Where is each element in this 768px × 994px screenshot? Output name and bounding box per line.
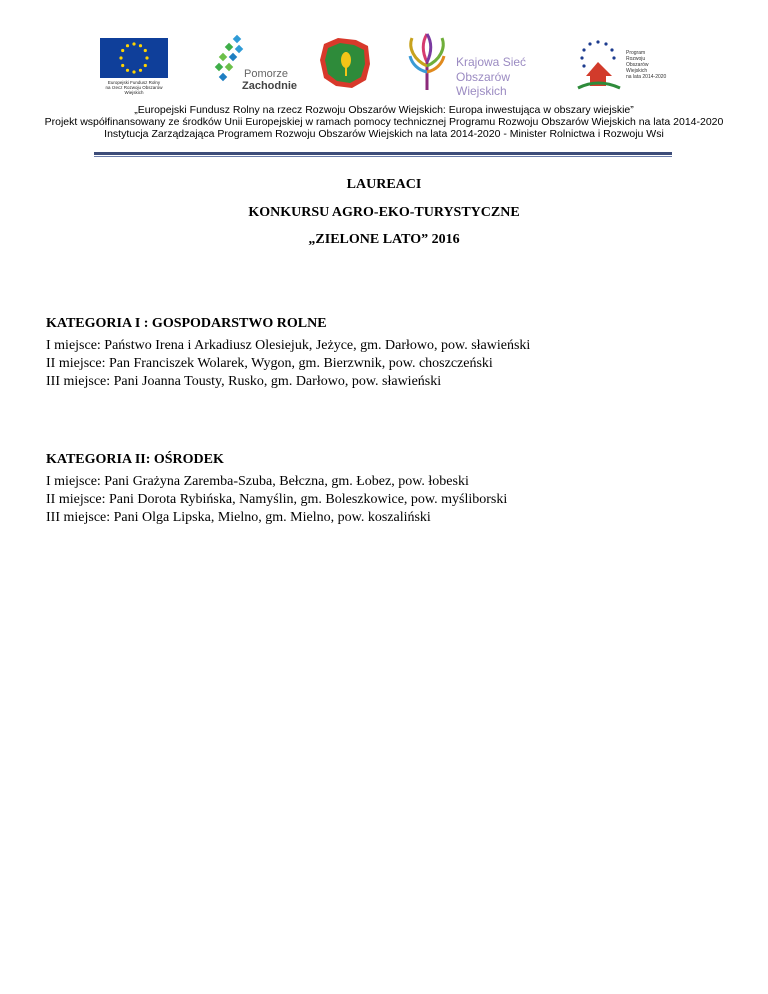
funding-line-1: „Europejski Fundusz Rolny na rzecz Rozwoju Obszarów Wiejskich: Europa inwestująca w obszary wiejskie” [134, 104, 634, 116]
funding-line-3: Instytucja Zarządzająca Programem Rozwoju Obszarów Wiejskich na lata 2014-2020 - Minister Rolnictwa i Rozwoju Wsi [104, 128, 664, 140]
category-1-place-3: III miejsce: Pani Joanna Tousty, Rusko, gm. Darłowo, pow. sławieński [46, 374, 442, 389]
eu-flag-icon [100, 38, 168, 78]
title-zielone-lato: „ZIELONE LATO” 2016 [308, 232, 460, 247]
prow-logo [570, 30, 670, 96]
poland-map-icon [316, 34, 374, 94]
ksow-line-1: Krajowa Sieć [456, 55, 527, 69]
eu-caption-2: na rzecz Rozwoju Obszarów Wiejskich [105, 85, 163, 95]
prow-line-3: Obszarów [626, 62, 649, 68]
category-2-place-3: III miejsce: Pani Olga Lipska, Mielno, gm. Mielno, pow. koszaliński [46, 510, 431, 525]
title-laureaci: LAUREACI [346, 177, 422, 192]
pomorze-zachodnie-logo [212, 30, 304, 96]
funding-header [0, 104, 768, 140]
poland-map-logo [316, 30, 374, 96]
category-2-place-2: II miejsce: Pani Dorota Rybińska, Namyślin, gm. Boleszkowice, pow. myśliborski [46, 492, 508, 507]
ksow-line-2: Obszarów Wiejskich [456, 70, 511, 98]
category-1-heading: KATEGORIA I : GOSPODARSTWO ROLNE [46, 316, 327, 331]
title-konkurs: KONKURSU AGRO-EKO-TURYSTYCZNE [248, 205, 520, 220]
category-2-heading: KATEGORIA II: OŚRODEK [46, 452, 224, 467]
prow-line-2: Rozwoju [626, 56, 646, 62]
category-2-place-1: I miejsce: Pani Grażyna Zaremba-Szuba, Bełczna, gm. Łobez, pow. łobeski [46, 474, 469, 489]
eu-flag-logo [98, 30, 170, 96]
header-divider-thick [94, 152, 672, 155]
ksow-tree-icon [400, 32, 454, 92]
prow-line-4: Wiejskich [626, 68, 648, 74]
prow-line-5: na lata 2014-2020 [626, 74, 667, 80]
pomorze-word: Pomorze [244, 68, 289, 80]
prow-house-icon [570, 32, 626, 92]
category-1-place-2: II miejsce: Pan Franciszek Wolarek, Wygon, gm. Bierzwnik, pow. choszczeński [46, 356, 493, 371]
funding-line-2: Projekt współfinansowany ze środków Unii Europejskiej w ramach pomocy technicznej Programu Rozwoju Obszarów Wiejskich na lata 2014-2020 [44, 116, 724, 128]
category-1-place-1: I miejsce: Państwo Irena i Arkadiusz Olesiejuk, Jeżyce, gm. Darłowo, pow. sławieński [46, 338, 531, 353]
zachodnie-word: Zachodnie [242, 80, 298, 92]
ksow-logo [398, 30, 548, 96]
eu-caption-1: Europejski Fundusz Rolny [107, 80, 161, 85]
prow-line-1: Program [626, 50, 646, 56]
header-divider-thin [94, 156, 672, 157]
logo-bar [0, 30, 768, 96]
